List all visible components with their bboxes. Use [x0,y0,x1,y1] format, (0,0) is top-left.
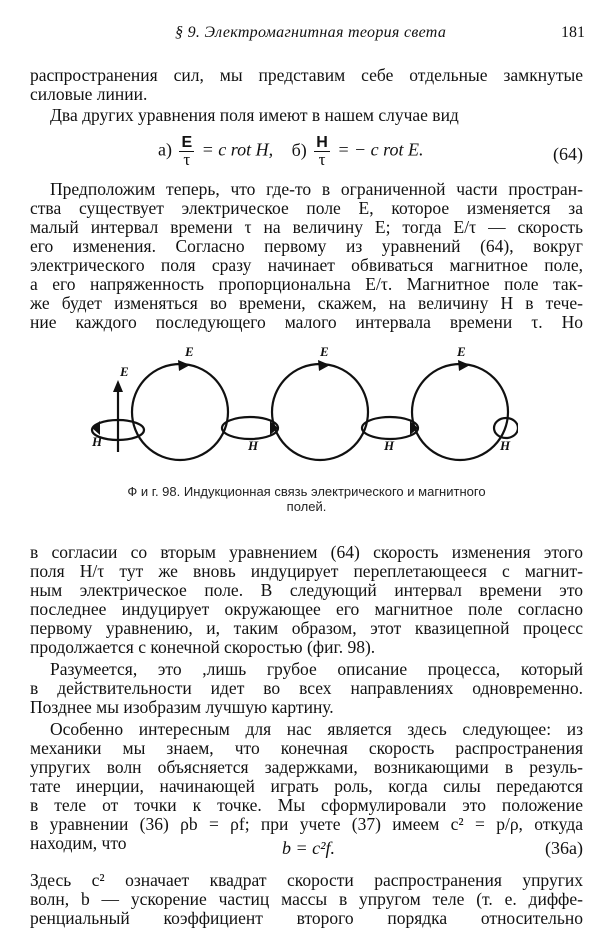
figure-98-induction-chain [78,344,518,469]
arrow-right-icon [318,360,330,371]
paragraph3-line: же будет изменяться во времени, скажем, на величину H в тече- [30,293,583,313]
paragraph4-line: первому уравнению, и, таким образом, этот квазицепной процесс [30,618,583,638]
electric-loop-2 [272,364,368,460]
paragraph7-line: Здесь c² означает квадрат скорости распространения упругих [30,870,583,890]
label-h-3: H [384,438,395,453]
paragraph3-line: его изменения. Согласно первому из уравнений (64), вокруг [30,236,583,256]
electric-loop-3 [412,364,508,460]
equation-64 [158,135,423,168]
electric-loop-1 [132,364,228,460]
paragraph3-line: Предположим теперь, что где-то в ограниченной части простран- [50,179,583,199]
magnetic-ring-middle-2 [362,417,418,439]
eq64-b-rhs: = − c rot E. [337,139,424,160]
paragraph3-line: а его напряженность пропорциональна E/τ. Магнитное поле так- [30,274,583,294]
paragraph6-line: находим, что [30,833,127,853]
caption-line2: полей. [286,499,327,514]
paragraph5-line: Позднее мы изобразим лучшую картину. [30,697,334,717]
paragraph5-line: Разумеется, это ,лишь грубое описание процесса, который [50,659,583,679]
paragraph1-line2: силовые линии. [30,84,148,104]
paragraph4-line: продолжается с конечной скоростью (фиг. 98). [30,637,376,657]
page-number: 181 [561,24,585,41]
eq64-a-fraction [179,135,194,168]
eq64-a-label: а) [158,139,172,160]
page-header [0,24,613,44]
paragraph6-line: упругих волн объясняется задержками, возникающими в резуль- [30,757,583,777]
paragraph4-line: последнее индуцирует окружающее его магнитное поле согласно [30,599,583,619]
arrow-up-icon [113,380,123,392]
arrow-right-icon [458,360,470,371]
eq64-b-numerator: H [316,134,328,151]
paragraph7-line: ренциальный коэффициент второго порядка относительно [30,908,583,928]
paragraph2-line1: Два других уравнения поля имеют в нашем случае вид [50,105,459,125]
label-h-2: H [248,438,259,453]
eq64-b-denominator: τ [318,150,326,169]
figure-caption [30,484,583,514]
arrow-right-icon [178,360,190,371]
paragraph6-line: в уравнении (36) ρb = ρf; при учете (37) имеем c² = p/ρ, откуда [30,814,583,834]
eq64-b-fraction [314,135,330,168]
magnetic-ring-middle-1 [222,417,278,439]
paragraph7-line: волн, b — ускорение частиц массы в упругом теле (т. е. диффе- [30,889,583,909]
eq64-a-numerator: E [181,134,193,151]
label-h-4: H [500,438,511,453]
paragraph3-line: ние каждого последующего малого интервала времени τ. Но [30,312,583,332]
eq64-a-denominator: τ [183,150,191,169]
paragraph4-line: в согласии со вторым уравнением (64) скорость изменения этого [30,542,583,562]
paragraph6-line: в теле от точки к точке. Мы сформулировали это положение [30,795,583,815]
equation-36a: b = c²f. [282,838,336,858]
eq36a-number: (36a) [545,838,583,858]
paragraph3-line: ства существует электрическое поле E, которое изменяется за [30,198,583,218]
paragraph4-line: поля H/τ тут же вновь индуцирует переплетающееся с магнит- [30,561,583,581]
paragraph3-line: электрического поля сразу начинает обвиваться магнитное поле, [30,255,583,275]
paragraph3-line: малый интервал времени τ на величину E; тогда E/τ — скорость [30,217,583,237]
paragraph5-line: в действительности идет во всех направлениях одновременно. [30,678,583,698]
running-title: § 9. Электромагнитная теория света [175,24,447,41]
label-e-arrow: E [120,364,129,379]
label-e-loop3: E [457,344,466,359]
label-e-loop2: E [320,344,329,359]
eq64-a-rhs: = c rot H, [201,139,274,160]
paragraph6-line: тате инерции, начинающей играть роль, когда силы передаются [30,776,583,796]
eq64-number: (64) [553,144,583,164]
caption-line1: Ф и г. 98. Индукционная связь электрического и магнитного [127,484,486,499]
label-h-1: H [92,434,103,449]
paragraph6-line: механики мы знаем, что конечная скорость распространения [30,738,583,758]
label-e-loop1: E [185,344,194,359]
paragraph6-line: Особенно интересным для нас является здесь следующее: из [50,719,583,739]
paragraph1-line1: распространения сил, мы представим себе отдельные замкнутые [30,65,583,85]
eq64-b-label: б) [291,139,307,160]
paragraph4-line: ным электрическое поле. В следующий интервал времени это [30,580,583,600]
